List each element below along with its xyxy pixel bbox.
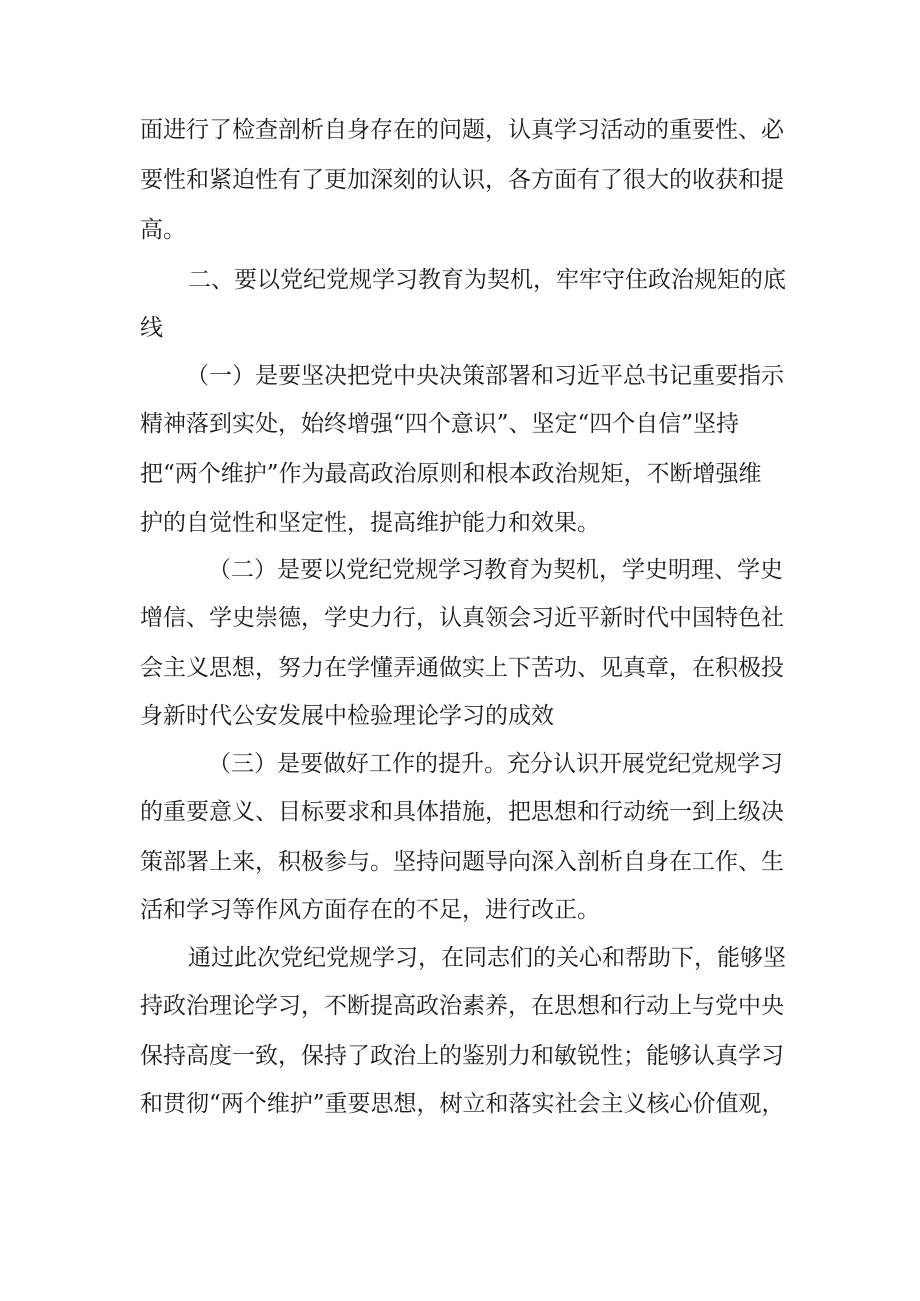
text-line-13: 身新时代公安发展中检验理论学习的成效 <box>140 703 554 729</box>
text-line-7: 精神落到实处，始终增强“四个意识”、坚定“四个自信”坚持 <box>140 411 740 437</box>
section-heading-line-2: 线 <box>140 315 163 341</box>
text-line-14: （三）是要做好工作的提升。充分认识开展党纪党规学习 <box>208 751 783 777</box>
text-line-18: 通过此次党纪党规学习，在同志们的关心和帮助下，能够坚 <box>188 945 786 971</box>
text-line-8: 把“两个维护”作为最高政治原则和根本政治规矩，不断增强维 <box>140 461 762 487</box>
text-line-20: 保持高度一致，保持了政治上的鉴别力和敏锐性；能够认真学习 <box>140 1043 784 1069</box>
text-line-12: 会主义思想，努力在学懂弄通做实上下苦功、见真章，在积极投 <box>140 655 784 681</box>
text-line-19: 持政治理论学习，不断提高政治素养，在思想和行动上与党中央 <box>140 993 784 1019</box>
text-line-10: （二）是要以党纪党规学习教育为契机，学史明理、学史 <box>208 557 783 583</box>
text-line-3: 高。 <box>140 217 186 243</box>
text-line-1: 面进行了检查剖析自身存在的问题，认真学习活动的重要性、必 <box>140 117 784 143</box>
text-line-6: （一）是要坚决把党中央决策部署和习近平总书记重要指示 <box>186 363 784 389</box>
text-line-11: 增信、学史崇德，学史力行，认真领会习近平新时代中国特色社 <box>140 605 784 631</box>
text-line-15: 的重要意义、目标要求和具体措施，把思想和行动统一到上级决 <box>140 799 784 825</box>
text-line-9: 护的自觉性和坚定性，提高维护能力和效果。 <box>140 510 600 536</box>
text-line-2: 要性和紧迫性有了更加深刻的认识，各方面有了很大的收获和提 <box>140 167 784 193</box>
text-line-17: 活和学习等作风方面存在的不足，进行改正。 <box>140 897 600 923</box>
section-heading-line-1: 二、要以党纪党规学习教育为契机，牢牢守住政治规矩的底 <box>188 267 786 293</box>
text-line-21: 和贯彻“两个维护”重要思想，树立和落实社会主义核心价值观， <box>140 1091 785 1117</box>
text-line-16: 策部署上来，积极参与。坚持问题导向深入剖析自身在工作、生 <box>140 849 784 875</box>
